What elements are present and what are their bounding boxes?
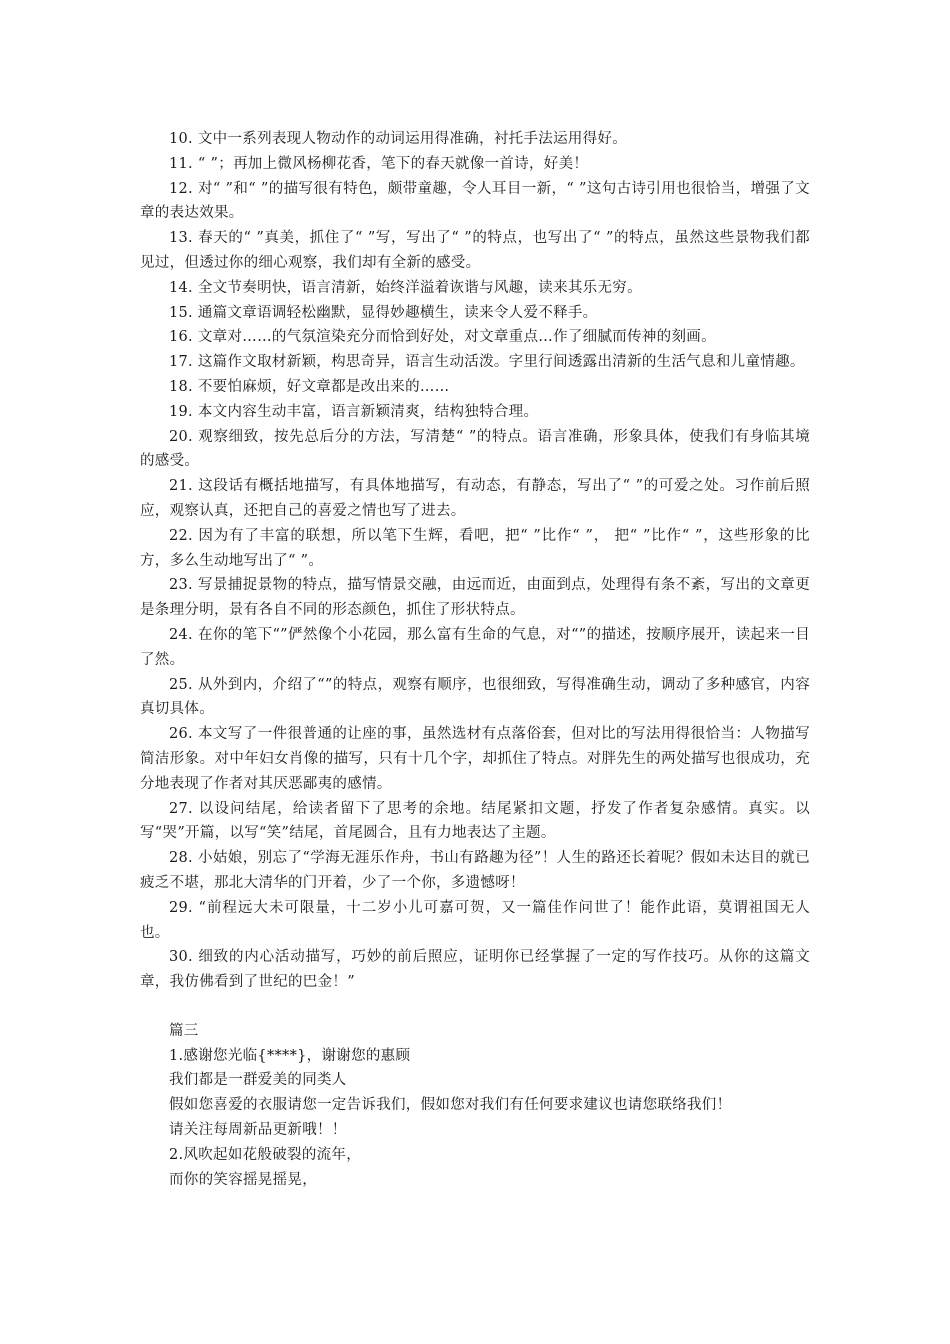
section-line: 而你的笑容摇晃摇晃， [169,1171,317,1188]
comment-item: 15. 通篇文章语调轻松幽默，显得妙趣横生，读来令人爱不释手。 [169,304,598,321]
section-line: 2.风吹起如花般破裂的流年， [169,1146,362,1163]
comment-item: 12. 对“ ”和“ ”的描写很有特色，颇带童趣，令人耳目一新，“ ”这句古诗引用也很恰当，增强了文章的表达效果。 [140,180,810,222]
comment-item: 19. 本文内容生动丰富，语言新颖清爽，结构独特合理。 [169,403,539,420]
comment-item: 22. 因为有了丰富的联想，所以笔下生辉，看吧，把“ ”比作“ ”， 把“ ”比作“ ”，这些形象的比方，多么生动地写出了“ ”。 [140,527,810,569]
comment-item: 11. “ ”；再加上微风杨柳花香，笔下的春天就像一首诗，好美！ [169,155,589,172]
comment-item: 23. 写景捕捉景物的特点，描写情景交融，由远而近，由面到点，处理得有条不紊，写出的文章更是条理分明，景有各自不同的形态颜色，抓住了形状特点。 [140,577,810,619]
section-line: 我们都是一群爱美的同类人 [169,1072,347,1089]
section-line: 假如您喜爱的衣服请您一定告诉我们，假如您对我们有任何要求建议也请您联络我们！ [169,1097,732,1114]
section-three [140,1019,810,1193]
comment-item: 27. 以设问结尾，给读者留下了思考的余地。结尾紧扣文题，抒发了作者复杂感情。真实。以写“哭”开篇，以写“笑”结尾，首尾圆合，且有力地表达了主题。 [140,800,810,842]
comment-item: 13. 春天的“ ”真美，抓住了“ ”写，写出了“ ”的特点，也写出了“ ”的特点，虽然这些景物我们都见过，但透过你的细心观察，我们却有全新的感受。 [140,230,810,271]
comment-item: 10. 文中一系列表现人物动作的动词运用得准确，衬托手法运用得好。 [169,131,628,147]
section-line: 请关注每周新品更新哦！！ [169,1122,347,1139]
comment-item: 25. 从外到内，介绍了“”的特点，观察有顺序，也很细致，写得准确生动，调动了多种感官，内容真切具体。 [140,676,810,718]
comment-item: 14. 全文节奏明快，语言清新，始终洋溢着诙谐与风趣，读来其乐无穷。 [169,279,642,296]
comment-item: 30. 细致的内心活动描写，巧妙的前后照应，证明你已经掌握了一定的写作技巧。从你的这篇文章，我仿佛看到了世纪的巴金！” [140,949,810,991]
comment-item: 17. 这篇作文取材新颖，构思奇异，语言生动活泼。字里行间透露出清新的生活气息和儿童情趣。 [169,354,805,371]
comment-item: 26. 本文写了一件很普通的让座的事，虽然选材有点落俗套，但对比的写法用得很恰当：人物描写简洁形象。对中年妇女肖像的描写，只有十几个字，却抓住了特点。对胖先生的两处描写也很成功，充分地表现了作者对其厌恶鄙夷的感情。 [140,726,810,792]
comment-item: 16. 文章对……的气氛渲染充分而恰到好处，对文章重点…作了细腻而传神的刻画。 [169,329,716,346]
section-line: 1.感谢您光临{****}，谢谢您的惠顾 [169,1047,411,1064]
section-heading: 篇三 [169,1022,199,1039]
comment-item: 29. “前程远大未可限量，十二岁小儿可嘉可贺，又一篇佳作问世了！能作此语，莫谓祖国无人也。 [140,899,810,941]
comment-list [140,127,810,995]
comment-item: 21. 这段话有概括地描写，有具体地描写，有动态，有静态，写出了“ ”的可爱之处。习作前后照应，观察认真，还把自己的喜爱之情也写了进去。 [140,478,810,519]
comment-item: 20. 观察细致，按先总后分的方法，写清楚“ ”的特点。语言准确，形象具体，使我们有身临其境的感受。 [140,428,810,470]
comment-item: 28. 小姑娘，别忘了“学海无涯乐作舟，书山有路趣为径”！人生的路还长着呢？假如未达目的就已疲乏不堪，那北大清华的门开着，少了一个你，多遗憾呀！ [140,850,810,891]
comment-item: 24. 在你的笔下“”俨然像个小花园，那么富有生命的气息，对“”的描述，按顺序展开，读起来一目了然。 [140,626,810,668]
comment-item: 18. 不要怕麻烦，好文章都是改出来的…… [169,378,450,395]
